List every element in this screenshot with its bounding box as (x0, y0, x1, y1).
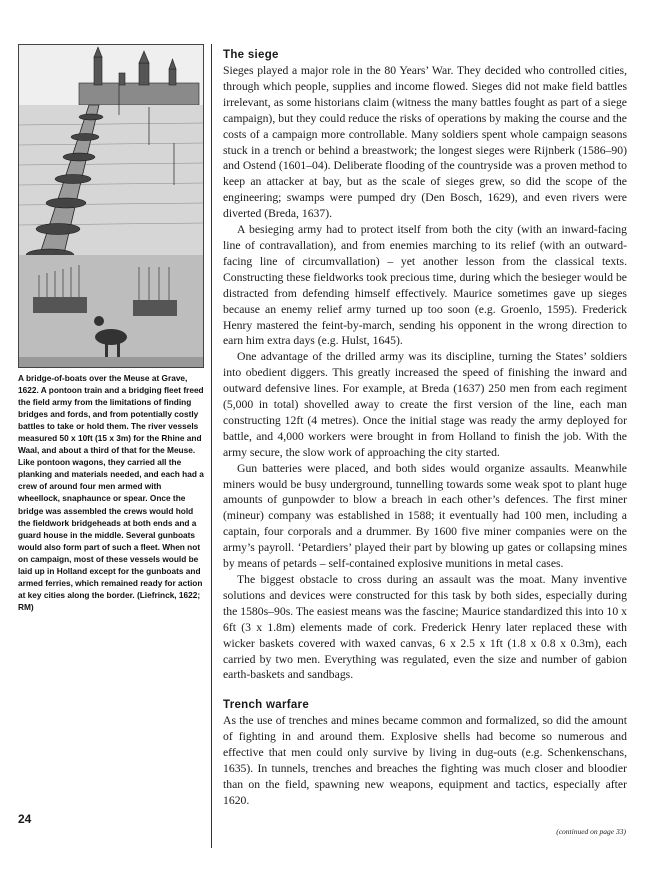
siege-paragraph-1: Sieges played a major role in the 80 Years’ War. They decided who controlled cities, through which people, supplies and income flowed. Sieges did not make field battles irrelevant, as some historians claim (witness the many battles fought as part of a siege campaign), but they could reduce the risks of operations by making the course and the costs of a campaign more controllable. Many soldiers spent whole campaign seasons stuck in a trench or behind a breastwork; the longest sieges were Rijnberk (1586–90) and Ostend (1601–04). Deliberate flooding of the countryside was a proven method to keep an attacker at bay, but as the scale of sieges grew, so did the scope of the engineering; swamps were pumped dry (Den Bosch, 1629), and even rivers were diverted (Breda, 1637). (223, 64, 627, 221)
siege-paragraph-5: The biggest obstacle to cross during an assault was the moat. Many inventive solutions and devices were constructed for this task by both sides, especially during the 1580s–90s. The easiest means was the fascine; Maurice standardized this into 10 x 6ft (3 x 1.8m) elements made of cork. Frederick Henry later replaced these with wicker baskets covered with waxed canvas, 6 x 2.5 x 1ft (1.8 x 0.8 x 0.3m), each carried by two men. Everything was regulated, even the size and number of gabion earth-baskets and sandbags. (223, 573, 627, 682)
section-heading-trench-warfare: Trench warfare (223, 699, 310, 712)
siege-paragraph-2: A besieging army had to protect itself from both the city (with an inward-facing line of contravallation), and from enemies marching to its relief (with an outward-facing line of circumvallation) – yet another lesson from the classical texts. Constructing these fieldworks took precious time, during which the besieger would be distracted from defending himself effectively. Maurice sometimes gave up sieges because an enemy relief army turned up too soon (e.g. Groenlo, 1595). Frederick Henry mastered the feint-by-march, sending his opponent in the wrong direction to earn him extra days (e.g. Hulst, 1645). (223, 223, 627, 348)
page-number: 24 (18, 812, 32, 826)
siege-paragraph-4: Gun batteries were placed, and both sides would organize assaults. Meanwhile miners would be busy underground, tunnelling towards some weak spot to plant huge amounts of gunpowder to blow a breach in each other’s defences. The first miner (mineur) company was established in 1588; it eventually had 100 men, including a captain, four corporals and a drummer. By 1600 five miner companies were on the army’s payroll. ‘Petardiers’ played their part by blowing up gates or collapsing mines by means of petards – self-contained explosive munitions in metal cases. (223, 461, 627, 571)
sidebar (18, 44, 204, 613)
continued-note: (continued on page 33) (556, 827, 626, 836)
column-divider (211, 44, 212, 848)
main-text-column (223, 47, 627, 809)
siege-paragraph-3: One advantage of the drilled army was its discipline, turning the States’ soldiers into obedient diggers. This greatly increased the speed of finishing the inward and outward defensive lines. For example, at Breda (1637) 250 men from each regiment (5,000 in total) shovelled away to create the first version of the line, each man constructing 12ft (4 metres). Once the initial stage was ready the army deployed for battle, and 4,000 workers were brought in from Holland to finish the job. With the army secure, the slow work of approaching the city started. (223, 350, 627, 459)
bridge-of-boats-illustration (18, 44, 204, 368)
image-caption: A bridge-of-boats over the Meuse at Grave, 1622. A pontoon train and a bridging fleet freed the field army from the limitations of finding bridges and fords, and from potentially costly battles to take or hold them. The river vessels measured 50 x 10ft (15 x 3m) for the Rhine and Waal, and about a third of that for the Meuse. Like pontoon wagons, they carried all the planking and materials needed, and each had a crew of around four men armed with wheellock, snaphaunce or spear. Once the bridge was assembled the crews would hold the fieldwork bridgeheads at both ends and a guard house in the middle. Several gunboats would also form part of such a fleet. When not on campaign, most of these vessels would be laid up in Holland except for the gunboats and armed ferries, which remained ready for action at key cities along the border. (Liefrinck, 1622; RM) (18, 373, 204, 612)
section-heading-siege: The siege (223, 49, 279, 61)
trench-paragraph-1: As the use of trenches and mines became common and formalized, so did the amount of fighting in and around them. Explosive shells had become so numerous and effective that men could only survive by living in dug-outs (e.g. Schenkenschans, 1635). In tunnels, trenches and breaches the fighting was much closer and bloodier than on the field, spawning new weapons, equipment and tactics, especially after 1620. (223, 714, 627, 807)
